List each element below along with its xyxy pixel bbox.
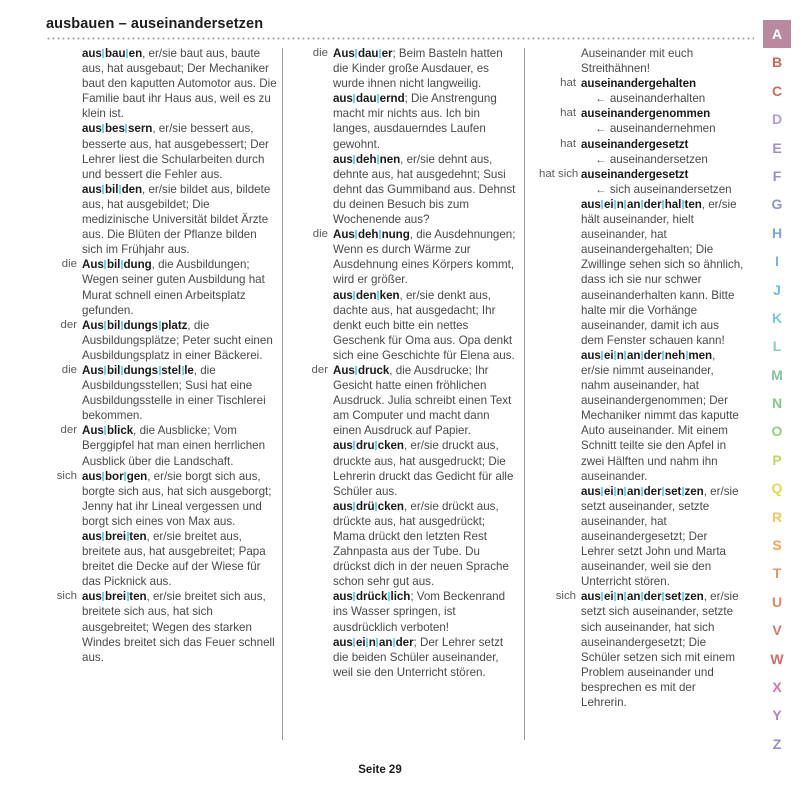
dictionary-entry xyxy=(539,137,744,167)
syllable: n xyxy=(616,197,624,211)
alphabet-tab-f[interactable]: F xyxy=(772,167,782,184)
syllable: Aus xyxy=(333,363,355,377)
alphabet-tab-y[interactable]: Y xyxy=(772,707,782,724)
entry-article: hat xyxy=(560,77,576,90)
dictionary-entry xyxy=(297,288,519,363)
syllable: Aus xyxy=(82,318,104,332)
alphabet-tab-l[interactable]: L xyxy=(772,338,782,355)
entry-article: der xyxy=(60,318,77,331)
alphabet-tab-s[interactable]: S xyxy=(772,537,782,554)
syllable: aus xyxy=(82,590,102,604)
entry-headword xyxy=(581,590,704,603)
entry-body xyxy=(82,469,279,529)
syllable: aus xyxy=(82,47,102,60)
syllable: blick xyxy=(106,424,134,438)
dictionary-entry xyxy=(46,363,279,423)
entry-definition: ; Beim Basteln hatten die Kinder große Ausdauer, es wurde ihnen nicht langweilig. xyxy=(333,47,503,91)
entry-columns xyxy=(46,46,754,746)
syllable: bor xyxy=(105,469,124,483)
syllable: bil xyxy=(106,363,121,377)
entry-article: die xyxy=(61,258,77,271)
syllable: druck xyxy=(357,363,390,377)
entry-definition: , er/sie setzt auseinander, setzte auseinander, hat auseinandergesetzt; Der Lehrer setzt John und Marta auseinander, weil sie den Unterricht stören. xyxy=(581,484,739,589)
syllable: zen xyxy=(684,590,704,604)
syllable: set xyxy=(664,590,682,604)
entry-article: sich xyxy=(555,590,576,603)
entry-definition: ; Die Anstrengung macht mir nichts aus. Ich bin langes, ausdauerndes Laufen gewohnt. xyxy=(333,92,497,151)
dictionary-entry xyxy=(297,46,519,91)
dictionary-entry xyxy=(297,152,519,227)
entry-body xyxy=(82,121,279,181)
dictionary-entry xyxy=(46,318,279,363)
syllable: an xyxy=(627,484,641,498)
syllable: der xyxy=(643,590,662,604)
syllable: ten xyxy=(129,590,147,604)
syllable: brei xyxy=(105,590,127,604)
dictionary-entry xyxy=(297,227,519,287)
entry-article: die xyxy=(312,47,328,59)
dictionary-entry xyxy=(539,197,744,348)
entry-body xyxy=(82,529,279,589)
syllable: den xyxy=(121,182,143,196)
syllable: Aus xyxy=(82,363,104,377)
syllable: platz xyxy=(161,318,188,332)
syllable: dru xyxy=(356,439,375,453)
header-dotted-rule xyxy=(46,37,754,40)
syllable: aus xyxy=(82,182,102,196)
alphabet-tab-j[interactable]: J xyxy=(773,281,781,298)
alphabet-tab-v[interactable]: V xyxy=(772,622,782,639)
alphabet-tab-a[interactable]: A xyxy=(763,20,791,48)
syllable: an xyxy=(627,348,641,362)
syllable: den xyxy=(356,288,377,302)
entry-body xyxy=(82,423,279,468)
entry-headword: auseinandergesetzt xyxy=(581,167,689,181)
intro-text: Auseinander mit euch Streithähnen! xyxy=(581,47,694,76)
syllable: deh xyxy=(357,228,379,242)
alphabet-tab-p[interactable]: P xyxy=(772,451,782,468)
syllable: n xyxy=(616,590,624,604)
entry-body xyxy=(581,106,744,136)
syllable: aus xyxy=(333,499,353,513)
syllable: er xyxy=(381,47,393,60)
syllable: cken xyxy=(377,499,404,513)
syllable: set xyxy=(664,484,682,498)
syllable: der xyxy=(643,348,662,362)
syllable: brei xyxy=(105,530,127,543)
entry-article: hat xyxy=(560,107,576,120)
entry-headword xyxy=(82,47,142,60)
entry-definition: , er/sie borgt sich aus, borgte sich aus, hat sich ausgeborgt; Jenny hat ihr Lineal vergessen und borgt sich eines von Max aus. xyxy=(82,469,272,528)
entry-definition: , er/sie hält auseinander, hielt auseinander, hat auseinandergehalten; Die Zwillinge sehen sich so ähnlich, dass ich sie nur schwer auseinanderhalten kann. Bitte halte mir die Vorhänge auseinander, damit ich aus dem Fenster schauen kann! xyxy=(581,197,744,347)
dictionary-entry xyxy=(297,438,519,498)
syllable: aus xyxy=(581,590,601,604)
entry-body xyxy=(333,288,519,363)
entry-article: der xyxy=(60,424,77,437)
dictionary-entry xyxy=(46,257,279,317)
entry-article: der xyxy=(311,363,328,376)
syllable: ei xyxy=(604,590,614,604)
entry-headword xyxy=(333,153,400,166)
syllable: ten xyxy=(129,530,147,543)
syllable: aus xyxy=(82,530,102,543)
entry-headword xyxy=(333,47,392,60)
alphabet-tab-r[interactable]: R xyxy=(771,508,783,525)
syllable: dau xyxy=(356,92,377,106)
syllable: nen xyxy=(379,152,401,166)
entry-cross-reference[interactable]: ← auseinandernehmen xyxy=(595,122,716,136)
syllable: ken xyxy=(379,288,400,302)
syllable: neh xyxy=(664,348,686,362)
entry-headword xyxy=(581,485,704,498)
page-footer xyxy=(0,764,760,776)
entry-body xyxy=(333,635,519,680)
syllable: nung xyxy=(381,228,410,242)
syllable: aus xyxy=(581,348,601,362)
dictionary-column-1 xyxy=(46,46,289,746)
syllable: n xyxy=(368,635,376,649)
entry-headword xyxy=(82,258,152,271)
alphabet-tab-g[interactable]: G xyxy=(771,196,783,213)
syllable: aus xyxy=(581,197,601,211)
syllable: hal xyxy=(664,197,682,211)
syllable: der xyxy=(395,635,414,649)
syllable: an xyxy=(627,197,641,211)
syllable: Aus xyxy=(82,424,104,438)
entry-body xyxy=(581,484,744,590)
syllable: ten xyxy=(684,197,702,211)
entry-body xyxy=(581,137,744,167)
entry-body xyxy=(581,197,744,348)
syllable: dungs xyxy=(123,363,159,377)
entry-body xyxy=(581,348,744,484)
entry-body xyxy=(333,589,519,634)
syllable: en xyxy=(128,47,143,60)
syllable: ei xyxy=(604,348,614,362)
alphabet-tab-t[interactable]: T xyxy=(772,565,782,582)
entry-definition: , er/sie breitet sich aus, breitete sich aus, hat sich ausgebreitet; Wegen des starken Windes breitet sich das Feuer schnell aus. xyxy=(82,590,275,664)
syllable: aus xyxy=(333,152,353,166)
syllable: zen xyxy=(684,484,704,498)
alphabet-tab-b[interactable]: B xyxy=(771,54,783,71)
alphabet-tab-h[interactable]: H xyxy=(771,224,783,241)
column-intro xyxy=(539,46,744,76)
page-title: ausbauen – auseinandersetzen xyxy=(46,16,264,32)
syllable: cken xyxy=(377,439,404,453)
syllable: aus xyxy=(333,288,353,302)
dictionary-entry xyxy=(46,46,279,121)
entry-headword xyxy=(82,470,147,483)
entry-cross-reference[interactable]: ← sich auseinandersetzen xyxy=(595,182,732,196)
entry-headword xyxy=(82,424,133,437)
syllable: ei xyxy=(356,635,366,649)
entry-article: sich xyxy=(56,590,77,603)
alphabet-tab-n[interactable]: N xyxy=(771,395,783,412)
alphabet-index xyxy=(762,20,792,758)
entry-body xyxy=(82,257,279,317)
entry-article: die xyxy=(312,228,328,241)
entry-body xyxy=(82,46,279,121)
alphabet-tab-q[interactable]: Q xyxy=(771,480,783,497)
entry-definition: , er/sie dehnt aus, dehnte aus, hat ausgedehnt; Susi dehnt das Gummiband aus. Dehnst du deinen Besuch bis zum Wochenende aus? xyxy=(333,152,516,227)
entry-headword xyxy=(82,530,147,543)
syllable: drü xyxy=(356,499,375,513)
syllable: aus xyxy=(333,635,353,649)
syllable: Aus xyxy=(82,258,104,272)
entry-body xyxy=(581,46,744,76)
syllable: men xyxy=(688,348,713,362)
entry-definition: , er/sie nimmt auseinander, nahm auseinander, hat auseinandergenommen; Der Mechaniker nimmt das kaputte Auto auseinander. Mit einem Schnitt teilte sie den Apfel in zwei Hälften und nahm ihn auseinander. xyxy=(581,348,739,483)
entry-headword xyxy=(581,198,702,211)
entry-body xyxy=(333,227,519,287)
entry-headword xyxy=(333,439,404,452)
syllable: Aus xyxy=(333,47,355,60)
page-header xyxy=(46,16,746,40)
page-number: Seite 29 xyxy=(358,764,402,776)
entry-headword xyxy=(82,364,194,377)
dictionary-entry xyxy=(539,589,744,710)
entry-body xyxy=(82,589,279,664)
syllable: n xyxy=(616,348,624,362)
entry-headword xyxy=(333,289,400,302)
entry-body xyxy=(333,91,519,151)
alphabet-tab-m[interactable]: M xyxy=(771,366,783,383)
alphabet-tab-c[interactable]: C xyxy=(771,82,783,99)
entry-definition: , er/sie baut aus, baute aus, hat ausgebaut; Der Mechaniker baut den kaputten Automotor aus. Die Familie baut ihr Haus aus, weil es zu klein ist. xyxy=(82,47,277,121)
entry-definition: , er/sie breitet aus, breitete aus, hat ausgebreitet; Papa breitet die Decke auf der Wiese für das Picknick aus. xyxy=(82,530,266,589)
syllable: aus xyxy=(82,122,102,136)
entry-definition: , die Ausbildungsstellen; Susi hat eine Ausbildungsstelle in einer Tischlerei bekommen. xyxy=(82,363,266,423)
dictionary-entry xyxy=(297,363,519,438)
entry-headword xyxy=(333,228,410,241)
entry-headword xyxy=(333,500,404,513)
entry-article: hat xyxy=(560,137,576,150)
dictionary-column-3 xyxy=(529,46,754,746)
syllable: ei xyxy=(604,197,614,211)
entry-definition: , die Ausdehnungen; Wenn es durch Wärme zur Ausdehnung eines Körpers kommt, wird er größer. xyxy=(333,228,516,287)
syllable: der xyxy=(643,484,662,498)
alphabet-tab-u[interactable]: U xyxy=(771,593,783,610)
entry-headword xyxy=(333,364,389,377)
entry-definition: , er/sie drückt aus, drückte aus, hat ausgedrückt; Mama drückt den letzten Rest Zahnpasta aus der Tube. Du drückst dich in der neuen Sprache schon sehr gut aus. xyxy=(333,499,509,589)
syllable: stel xyxy=(161,363,182,377)
entry-definition: , er/sie setzt sich auseinander, setzte sich auseinander, hat sich auseinandergesetzt; Die Schüler setzen sich mit einem Problem auseinander und besprechen es mit der Lehrerin. xyxy=(581,590,739,710)
syllable: dau xyxy=(357,47,379,60)
entry-definition: , er/sie bessert aus, besserte aus, hat ausgebessert; Der Lehrer liest die Schularbeiten durch und bessert die Fehler aus. xyxy=(82,122,269,181)
entry-headword xyxy=(82,590,147,603)
dictionary-entry xyxy=(46,469,279,529)
entry-body xyxy=(581,167,744,197)
entry-cross-reference[interactable]: ← auseinandersetzen xyxy=(595,152,708,166)
alphabet-tab-x[interactable]: X xyxy=(772,678,782,695)
dictionary-entry xyxy=(46,529,279,589)
dictionary-entry xyxy=(297,589,519,634)
syllable: bil xyxy=(105,182,119,196)
entry-body xyxy=(581,76,744,106)
entry-body xyxy=(333,363,519,438)
dictionary-entry xyxy=(46,121,279,181)
entry-definition: , die Ausblicke; Vom Berggipfel hat man einen herrlichen Ausblick über die Landschaft. xyxy=(82,424,266,468)
dictionary-entry xyxy=(297,499,519,590)
entry-headword: auseinandergenommen xyxy=(581,107,711,121)
dictionary-column-2 xyxy=(289,46,529,746)
dictionary-entry xyxy=(539,348,744,484)
syllable: le xyxy=(184,363,194,377)
entry-definition: , er/sie denkt aus, dachte aus, hat ausgedacht; Ihr denkt euch bitte ein nettes Geschenk für Oma aus. Opa denkt sich eine Geschichte für Elena aus. xyxy=(333,288,515,362)
syllable: bil xyxy=(106,258,121,272)
syllable: dung xyxy=(123,258,152,272)
entry-headword xyxy=(333,92,405,105)
entry-definition: , die Ausbildungen; Wegen seiner guten Ausbildung hat Murat schnell einen Arbeitsplatz gefunden. xyxy=(82,258,265,317)
entry-body xyxy=(82,318,279,363)
entry-body xyxy=(333,46,519,91)
syllable: n xyxy=(616,484,624,498)
dictionary-entry xyxy=(297,91,519,151)
syllable: an xyxy=(627,590,641,604)
dictionary-entry xyxy=(539,106,744,136)
entry-cross-reference[interactable]: ← auseinanderhalten xyxy=(595,92,706,106)
syllable: drück xyxy=(356,590,388,604)
entry-headword: auseinandergehalten xyxy=(581,77,697,91)
syllable: aus xyxy=(333,590,353,604)
syllable: gen xyxy=(126,469,148,483)
entry-headword: auseinandergesetzt xyxy=(581,137,689,151)
syllable: bes xyxy=(105,122,125,136)
entry-definition: , er/sie bildet aus, bildete aus, hat ausgebildet; Die medizinische Universität bildet Ärzte aus. Die Blüten der Pflanze bilden sich im Frühjahr aus. xyxy=(82,182,271,257)
entry-definition: ; Der Lehrer setzt die beiden Schüler auseinander, weil sie den Unterricht stören. xyxy=(333,635,504,679)
dictionary-entry xyxy=(539,484,744,590)
dictionary-entry xyxy=(46,182,279,257)
entry-headword xyxy=(333,636,414,649)
dictionary-entry xyxy=(297,635,519,680)
entry-definition: ; Vom Beckenrand ins Wasser springen, ist ausdrücklich verboten! xyxy=(333,590,506,634)
syllable: sern xyxy=(128,122,153,136)
entry-body xyxy=(333,152,519,227)
entry-article: hat sich xyxy=(539,167,579,180)
alphabet-tab-k[interactable]: K xyxy=(771,309,783,326)
entry-headword xyxy=(82,319,187,332)
entry-headword xyxy=(333,590,410,603)
entry-article: sich xyxy=(56,469,77,482)
entry-body xyxy=(82,363,279,423)
dictionary-entry xyxy=(539,76,744,106)
entry-headword xyxy=(82,183,142,196)
entry-body xyxy=(82,182,279,257)
syllable: deh xyxy=(356,152,377,166)
entry-definition: , die Ausdrucke; Ihr Gesicht hatte einen fröhlichen Ausdruck. Julia schreibt einen Text am Computer und macht dann einen Ausdruck auf Papier. xyxy=(333,363,512,438)
alphabet-tab-w[interactable]: W xyxy=(770,650,784,667)
syllable: ernd xyxy=(379,92,405,106)
syllable: dungs xyxy=(123,318,159,332)
alphabet-tab-d[interactable]: D xyxy=(771,111,783,128)
syllable: ei xyxy=(604,484,614,498)
entry-body xyxy=(581,589,744,710)
syllable: aus xyxy=(333,439,353,453)
syllable: an xyxy=(379,635,393,649)
syllable: der xyxy=(643,197,662,211)
syllable: Aus xyxy=(333,228,355,242)
syllable: lich xyxy=(390,590,411,604)
dictionary-entry xyxy=(46,589,279,664)
entry-article: die xyxy=(61,363,77,376)
syllable: bil xyxy=(106,318,121,332)
syllable: aus xyxy=(82,469,102,483)
syllable: bau xyxy=(105,47,126,60)
alphabet-tab-e[interactable]: E xyxy=(772,139,782,156)
entry-headword xyxy=(82,122,152,135)
syllable: aus xyxy=(333,92,353,106)
dictionary-entry xyxy=(539,167,744,197)
alphabet-tab-z[interactable]: Z xyxy=(772,735,782,752)
entry-headword xyxy=(581,349,712,362)
entry-definition: , die Ausbildungsplätze; Peter sucht einen Ausbildungsplatz in einer Bäckerei. xyxy=(82,318,273,362)
alphabet-tab-o[interactable]: O xyxy=(771,423,783,440)
entry-body xyxy=(333,438,519,498)
entry-body xyxy=(333,499,519,590)
alphabet-tab-i[interactable]: I xyxy=(775,253,779,270)
dictionary-entry xyxy=(46,423,279,468)
syllable: aus xyxy=(581,484,601,498)
entry-definition: , er/sie druckt aus, druckte aus, hat ausgedruckt; Die Lehrerin druckt das Gedicht für alle Schüler aus. xyxy=(333,439,514,498)
